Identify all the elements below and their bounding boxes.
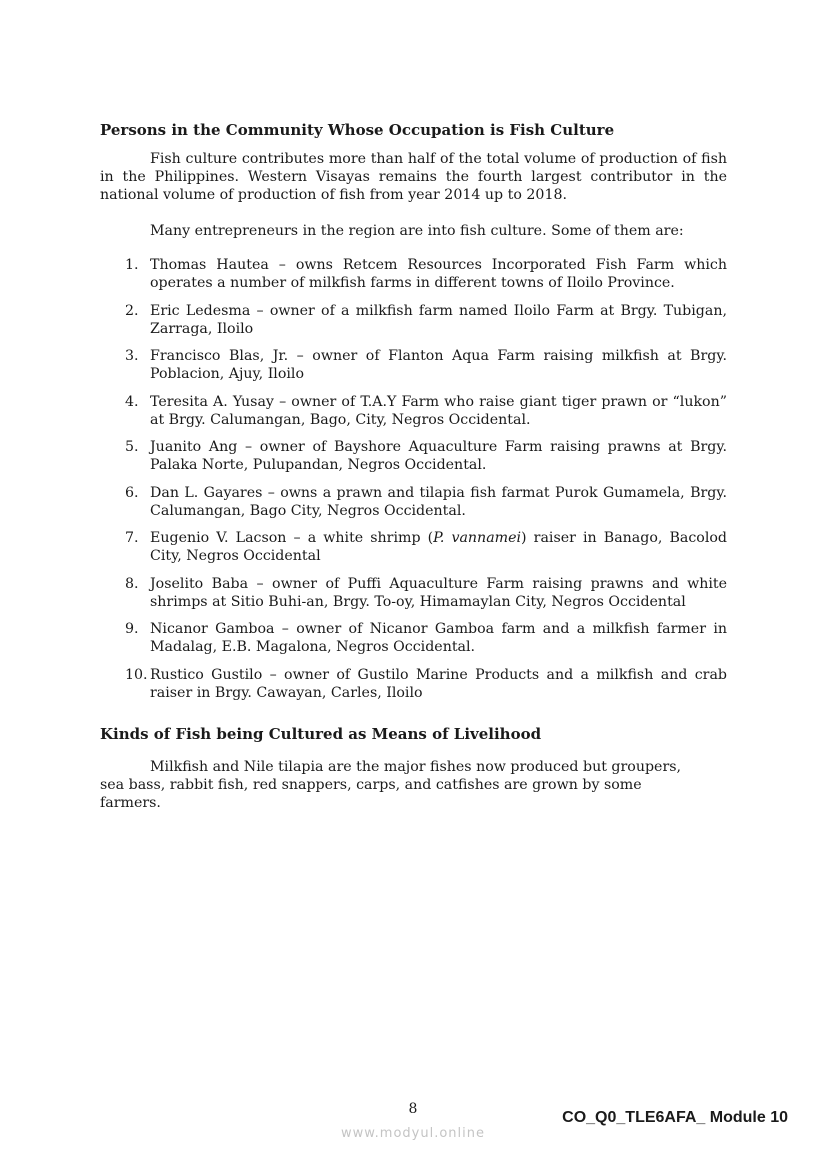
watermark-text: www.modyul.online (340, 1126, 486, 1141)
list-item-text: Dan L. Gayares – owns a prawn and tilapia fish farmat Purok Gumamela, Brgy. Calumangan, Bago City, Negros Occidental. (150, 484, 727, 519)
list-item-text-before: Eugenio V. Lacson – a white shrimp ( (150, 530, 434, 546)
list-item-text: Rustico Gustilo – owner of Gustilo Marine Products and a milkfish and crab raiser in Brgy. Cawayan, Carles, Iloilo (150, 666, 727, 701)
list-item (100, 347, 727, 383)
intro-paragraph: Fish culture contributes more than half of the total volume of production of fish in the Philippines. Western Visayas remains the fourth largest contributor in the national volume of production of fish from year 2014 up to 2018. (100, 151, 727, 203)
module-label: CO_Q0_TLE6AFA_ Module 10 (562, 1109, 788, 1126)
list-item (100, 302, 727, 338)
page-number: 8 (408, 1101, 418, 1117)
list-item-number: 5. (125, 439, 139, 455)
list-item-text: Nicanor Gamboa – owner of Nicanor Gamboa farm and a milkfish farmer in Madalag, E.B. Magalona, Negros Occidental. (150, 621, 727, 655)
page-content (100, 120, 727, 812)
list-item-text: Joselito Baba – owner of Puffi Aquaculture Farm raising prawns and white shrimps at Sitio Buhi-an, Brgy. To-oy, Himamaylan City, Negros Occidental (150, 575, 727, 610)
list-item (100, 484, 727, 520)
list-item (100, 438, 727, 474)
entrepreneurs-paragraph: Many entrepreneurs in the region are into fish culture. Some of them are: (150, 223, 684, 239)
list-item (100, 529, 727, 565)
list-item (100, 575, 727, 611)
list-item-number: 2. (125, 302, 139, 319)
list-item (100, 620, 727, 656)
list-item (100, 393, 727, 429)
entrepreneur-list (100, 256, 727, 702)
kinds-of-fish-paragraph: Milkfish and Nile tilapia are the major fishes now produced but groupers, sea bass, rabbit fish, red snappers, carps, and catfishes are grown by some farmers. (100, 758, 682, 811)
section-heading-kinds-of-fish: Kinds of Fish being Cultured as Means of Livelihood (100, 724, 542, 743)
list-item-number: 1. (125, 257, 139, 273)
list-item-text: Francisco Blas, Jr. – owner of Flanton Aqua Farm raising milkfish at Brgy. Poblacion, Ajuy, Iloilo (150, 348, 727, 382)
list-item-number: 3. (125, 348, 139, 364)
list-item-text: Juanito Ang – owner of Bayshore Aquaculture Farm raising prawns at Brgy. Palaka Norte, Pulupandan, Negros Occidental. (150, 439, 727, 473)
list-item-text-after: ) raiser in Banago, Bacolod City, Negros Occidental (150, 530, 728, 564)
list-item-text: Teresita A. Yusay – owner of T.A.Y Farm who raise giant tiger prawn or “lukon” at Brgy. Calumangan, Bago, City, Negros Occidental. (150, 393, 727, 428)
list-item-text: Eric Ledesma – owner of a milkfish farm named Iloilo Farm at Brgy. Tubigan, Zarraga, Iloilo (150, 302, 727, 337)
list-item (100, 666, 727, 702)
list-item (100, 256, 727, 292)
list-item-text: Thomas Hautea – owns Retcem Resources Incorporated Fish Farm which operates a number of milkfish farms in different towns of Iloilo Province. (150, 257, 727, 291)
list-item-number: 10. (125, 666, 148, 683)
list-item-number: 8. (125, 575, 139, 592)
section-heading-fish-culture-persons: Persons in the Community Whose Occupation is Fish Culture (100, 121, 615, 139)
list-item-number: 4. (125, 393, 139, 410)
list-item-number: 9. (125, 621, 139, 637)
species-name-italic: P. vannamei (433, 530, 522, 546)
list-item-number: 7. (125, 530, 139, 546)
list-item-number: 6. (125, 484, 139, 501)
